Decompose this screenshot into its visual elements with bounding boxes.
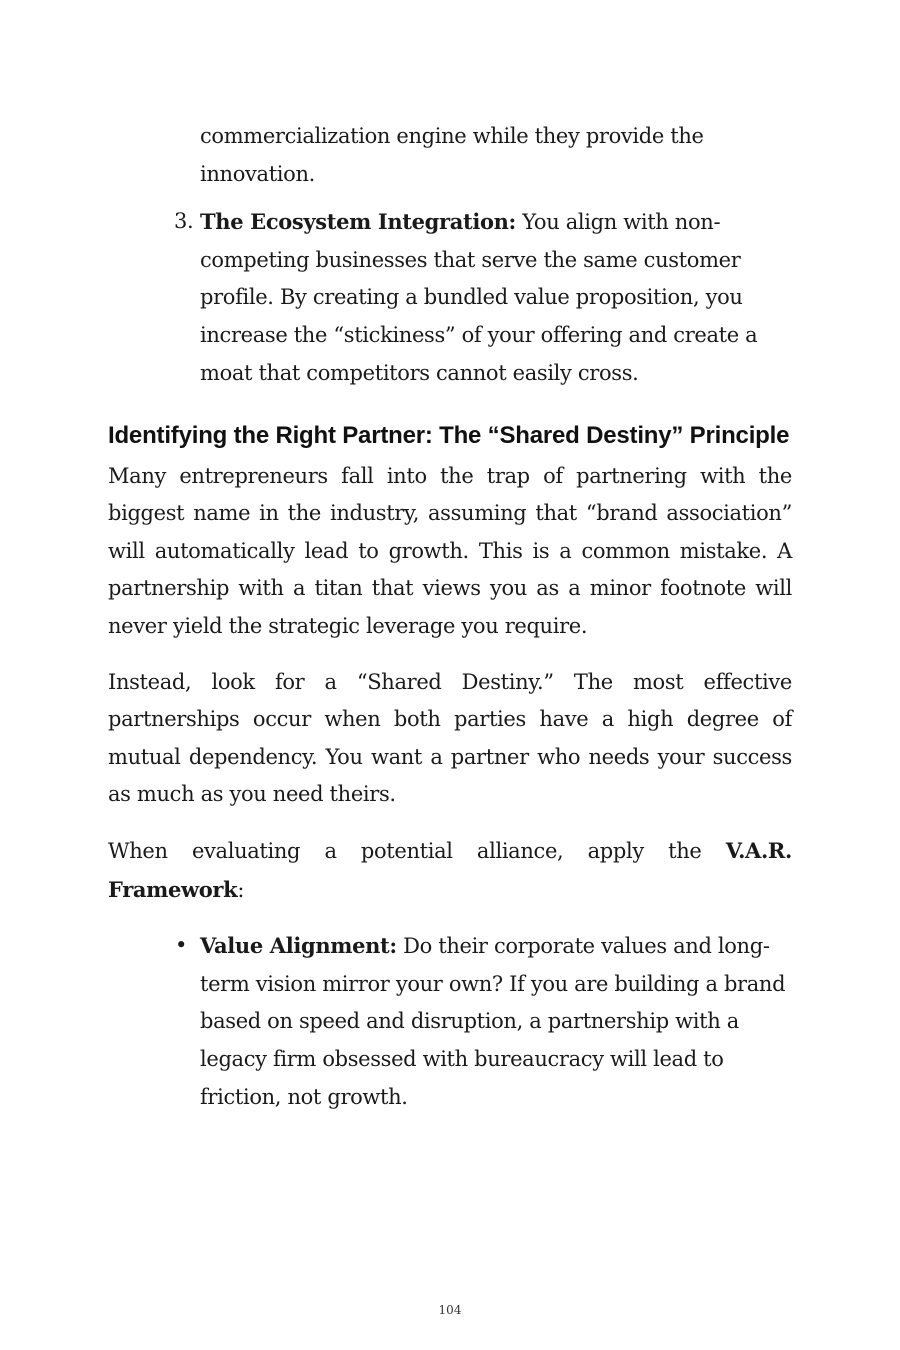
bullet-item-title: Value Alignment: xyxy=(200,933,397,959)
list-item-title: The Ecosystem Integration: xyxy=(200,209,516,235)
framework-intro-paragraph xyxy=(108,832,792,909)
bullet-list-item xyxy=(175,927,792,1116)
page-content xyxy=(108,118,792,1116)
list-number: 3. xyxy=(174,209,194,234)
list-item-text: You align with non-competing businesses that serve the same customer profile. By creating a bundled value proposition, you increase the “stickiness” of your offering and create a moat that competitors cannot easily cross. xyxy=(200,210,758,385)
section-heading: Identifying the Right Partner: The “Shared Destiny” Principle xyxy=(108,422,790,450)
framework-name: V.A.R. Framework xyxy=(108,838,792,902)
bullet-marker: • xyxy=(175,933,188,958)
page-number: 104 xyxy=(438,1303,462,1317)
numbered-list-item xyxy=(174,203,770,392)
list-continuation-text: commercialization engine while they provide the innovation. xyxy=(200,124,704,186)
framework-intro-tail: : xyxy=(237,877,245,902)
framework-intro-lead: When evaluating a potential alliance, apply the xyxy=(108,839,726,863)
paragraph-2: Instead, look for a “Shared Destiny.” The most effective partnerships occur when both parties have a high degree of mutual dependency. You want a partner who needs your success as much as you need theirs. xyxy=(108,669,792,807)
paragraph-1: Many entrepreneurs fall into the trap of partnering with the biggest name in the industry, assuming that “brand association” will automatically lead to growth. This is a common mistake. A partnership with a titan that views you as a minor footnote will never yield the strategic leverage you require. xyxy=(108,463,792,639)
bullet-item-text: Do their corporate values and long-term vision mirror your own? If you are building a brand based on speed and disruption, a partnership with a legacy firm obsessed with bureaucracy will lead to friction, not growth. xyxy=(200,934,786,1109)
